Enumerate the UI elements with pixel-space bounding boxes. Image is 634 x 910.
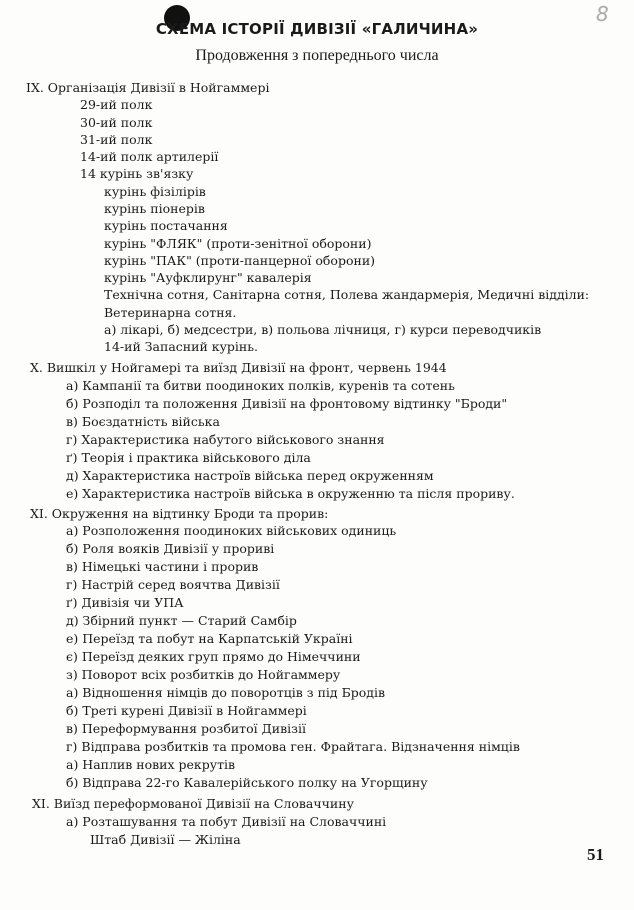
list-item: а) Відношення німців до поворотців з під Бродів [66, 685, 386, 700]
list-item: курінь постачання [104, 218, 228, 233]
list-item: Технічна сотня, Санітарна сотня, Полева жандармерія, Медичні відділи: [104, 287, 590, 302]
section-heading: X. Вишкіл у Нойгамері та виїзд Дивізії на фронт, червень 1944 [30, 360, 447, 375]
list-item: Ветеринарна сотня. [104, 305, 237, 320]
list-item: є) Переїзд деяких груп прямо до Німеччини [66, 649, 361, 664]
list-item: е) Характеристика настроїв війська в окруженню та після прориву. [66, 486, 515, 501]
list-item: а) лікарі, б) медсестри, в) польова лічниця, г) курси переводчиків [104, 322, 542, 337]
list-item: ґ) Дивізія чи УПА [66, 595, 184, 610]
section-heading: XI. Виїзд переформованої Дивізії на Словаччину [32, 796, 354, 811]
page-subtitle: Продовження з попереднього числа [195, 47, 439, 64]
list-item: б) Роля вояків Дивізії у прориві [66, 541, 275, 556]
list-item: а) Кампанії та битви поодиноких полків, куренів та сотень [66, 378, 455, 393]
handwritten-mark: 8 [596, 2, 609, 26]
page-number: 51 [587, 845, 604, 864]
list-item: г) Відправа розбитків та промова ген. Фрайтага. Відзначення німців [66, 739, 520, 754]
list-item: г) Настрій серед воячтва Дивізії [66, 577, 280, 592]
list-item: а) Наплив нових рекрутів [66, 757, 236, 772]
section-heading: XI. Окруження на відтинку Броди та прорив: [30, 506, 329, 521]
list-item: 31-ий полк [80, 132, 153, 147]
list-item: з) Поворот всіх розбитків до Нойгаммеру [66, 667, 341, 682]
list-item: г) Характеристика набутого військового знання [66, 432, 385, 447]
list-item: е) Переїзд та побут на Карпатській Україні [66, 631, 353, 646]
list-item: б) Відправа 22-го Кавалерійського полку на Угорщину [66, 775, 428, 790]
list-item: 14-ий Запасний курінь. [104, 339, 259, 354]
list-item: ґ) Теорія і практика військового діла [66, 450, 311, 465]
list-item: курінь "ФЛЯК" (проти-зенітної оборони) [104, 236, 372, 251]
list-item: 30-ий полк [80, 115, 153, 130]
list-item: курінь піонерів [104, 201, 205, 216]
list-item: д) Характеристика настроїв війська перед окруженням [66, 468, 434, 483]
list-item: 14 курінь зв'язку [80, 166, 194, 181]
list-item: д) Збірний пункт — Старий Самбір [66, 613, 297, 628]
list-item: курінь фізілірів [104, 184, 206, 199]
list-item: курінь "Ауфклирунг" кавалерія [104, 270, 312, 285]
list-item: а) Розташування та побут Дивізії на Словаччині [66, 814, 387, 829]
list-item: в) Переформування розбитої Дивізії [66, 721, 306, 736]
section-heading: IX. Організація Дивізії в Нойгаммері [26, 80, 270, 95]
list-item: 29-ий полк [80, 97, 153, 112]
list-item: в) Боєздатність війська [66, 414, 220, 429]
list-item: а) Розположення поодиноких військових одиниць [66, 523, 397, 538]
list-item: курінь "ПАК" (проти-панцерної оборони) [104, 253, 376, 268]
list-item: Штаб Дивізії — Жіліна [90, 832, 241, 847]
list-item: в) Німецькі частини і прорив [66, 559, 259, 574]
list-item: 14-ий полк артилерії [80, 149, 219, 164]
page-title: СХЕМА ІСТОРІЇ ДИВІЗІЇ «ГАЛИЧИНА» [155, 20, 479, 38]
list-item: б) Розподіл та положення Дивізії на фронтовому відтинку "Броди" [66, 396, 508, 411]
list-item: б) Треті курені Дивізії в Нойгаммері [66, 703, 307, 718]
